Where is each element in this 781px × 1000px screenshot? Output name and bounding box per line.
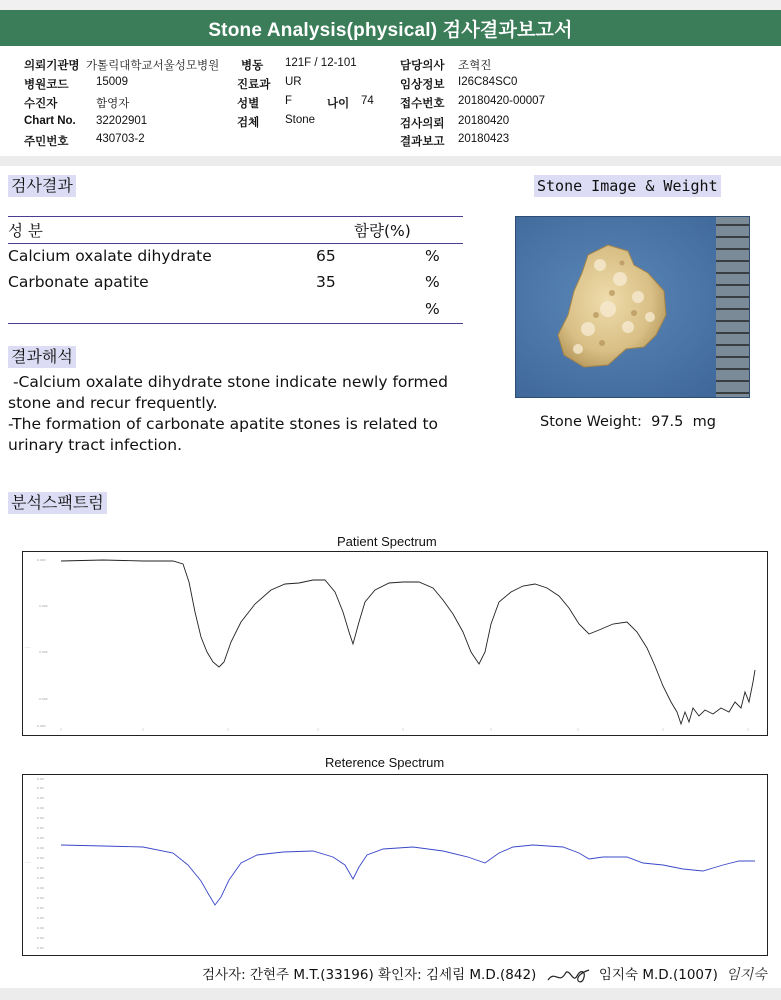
info-report-date-value: 20180423 [458,133,510,145]
svg-text:-----: ----- [25,645,31,649]
info-specimen-value: Stone [285,114,316,126]
patient-spectrum-chart [22,551,768,736]
info-clinical: 임상정보 [400,79,445,91]
svg-text:0.00: 0.00 [37,816,44,820]
reference-spectrum-title: Reterence Spectrum [325,755,445,770]
info-chart-no-value: 32202901 [96,115,148,127]
svg-text:0.000: 0.000 [39,650,48,654]
stone-weight-value: 97.5 [651,414,684,430]
info-clinical-value: I26C84SC0 [458,76,518,88]
row2-value: 35 [316,273,336,291]
svg-text:0.00: 0.00 [37,796,44,800]
svg-text:0.000: 0.000 [37,724,46,728]
info-request-date: 검사의뢰 [400,118,445,130]
interpretation-line-2: -The formation of carbonate apatite stones is related to urinary tract infection. [8,415,439,454]
info-sex-value: F [285,95,293,107]
svg-text:0.000: 0.000 [39,604,48,608]
info-request-date-value: 20180420 [458,115,510,127]
info-hospital-code: 병원코드 [24,79,69,91]
section-divider [0,156,781,166]
info-ward-value: 121F / 12-101 [285,57,357,69]
info-doctor: 담당의사 [400,60,445,72]
info-age-value: 74 [361,95,374,107]
stone-photo [515,216,750,398]
svg-text:0.00: 0.00 [37,886,44,890]
footer-strip [0,988,781,1000]
stone-weight [540,414,716,430]
info-dept: 진료과 [237,79,271,91]
signers-text: 검사자: 간현주 M.T.(33196) 확인자: 김세림 M.D.(842) [202,967,537,983]
row2-unit: % [425,273,440,291]
table-top-rule [8,216,463,217]
col-component-header: 성 분 [8,222,43,240]
info-report-date: 결과보고 [400,136,445,148]
info-receipt-no: 접수번호 [400,98,445,110]
row1-component: Calcium oxalate dihydrate [8,247,212,265]
reference-spectrum-chart [22,774,768,956]
info-hospital-code-value: 15009 [96,76,128,88]
top-strip [0,0,781,10]
signer2-text: 임지숙 M.D.(1007) [598,967,718,983]
result-heading: 검사결과 [8,175,76,197]
reference-spectrum-line [61,845,755,905]
patient-spectrum-title: Patient Spectrum [337,534,437,549]
svg-text:0.00: 0.00 [37,946,44,950]
info-patient: 수진자 [24,98,58,110]
svg-text:0.00: 0.00 [37,777,44,781]
table-bottom-rule [8,323,463,324]
spectrum-heading: 분석스팩트럼 [8,492,107,514]
svg-text:0.00: 0.00 [37,806,44,810]
signers [202,962,767,988]
svg-text:0.00: 0.00 [37,846,44,850]
svg-text:0.00: 0.00 [37,786,44,790]
interpretation-text [8,372,468,456]
report-title: Stone Analysis(physical) 검사결과보고서 [0,10,781,46]
row1-value: 65 [316,247,336,265]
svg-text:0.000: 0.000 [39,697,48,701]
row2-component: Carbonate apatite [8,273,149,291]
svg-text:0.00: 0.00 [37,896,44,900]
info-resident-no-value: 430703-2 [96,133,145,145]
info-age: 나이 [327,98,350,110]
info-sex: 성별 [237,98,260,110]
stone-weight-label: Stone Weight: [540,414,642,430]
svg-text:0.00: 0.00 [37,826,44,830]
svg-text:0.00: 0.00 [37,906,44,910]
info-receipt-no-value: 20180420-00007 [458,95,545,107]
svg-text:0.000: 0.000 [37,558,46,562]
svg-text:0.00: 0.00 [37,836,44,840]
signature-mark [545,962,591,988]
table-header-rule [8,243,463,244]
svg-text:0.00: 0.00 [37,856,44,860]
row1-unit: % [425,247,440,265]
info-specimen: 검체 [237,117,260,129]
info-institution: 의뢰기관명 가톨릭대학교서울성모병원 [24,60,220,72]
svg-text:0.00: 0.00 [37,866,44,870]
info-patient-value: 함영자 [96,98,130,110]
svg-text:0.00: 0.00 [37,926,44,930]
patient-spectrum-plot [23,552,767,735]
info-doctor-value: 조혁진 [458,60,492,72]
row3-unit: % [425,300,440,318]
info-resident-no: 주민번호 [24,136,69,148]
svg-text:0.00: 0.00 [37,876,44,880]
svg-text:0.00: 0.00 [37,916,44,920]
patient-spectrum-line [61,560,755,724]
interpretation-line-1: -Calcium oxalate dihydrate stone indicate newly formed stone and recur frequently. [8,373,453,412]
info-dept-value: UR [285,76,302,88]
svg-text:0.00: 0.00 [37,936,44,940]
svg-text:-----: ----- [25,860,31,864]
stone-weight-unit: mg [692,414,716,430]
reference-spectrum-plot [23,775,767,955]
stone-heading: Stone Image & Weight [534,175,721,197]
col-content-header: 함량(%) [354,222,411,240]
info-ward: 병동 [241,60,264,72]
interpretation-heading: 결과해석 [8,346,76,368]
info-chart-no: Chart No. [24,115,76,127]
signature-script: 임지숙 [726,967,767,983]
